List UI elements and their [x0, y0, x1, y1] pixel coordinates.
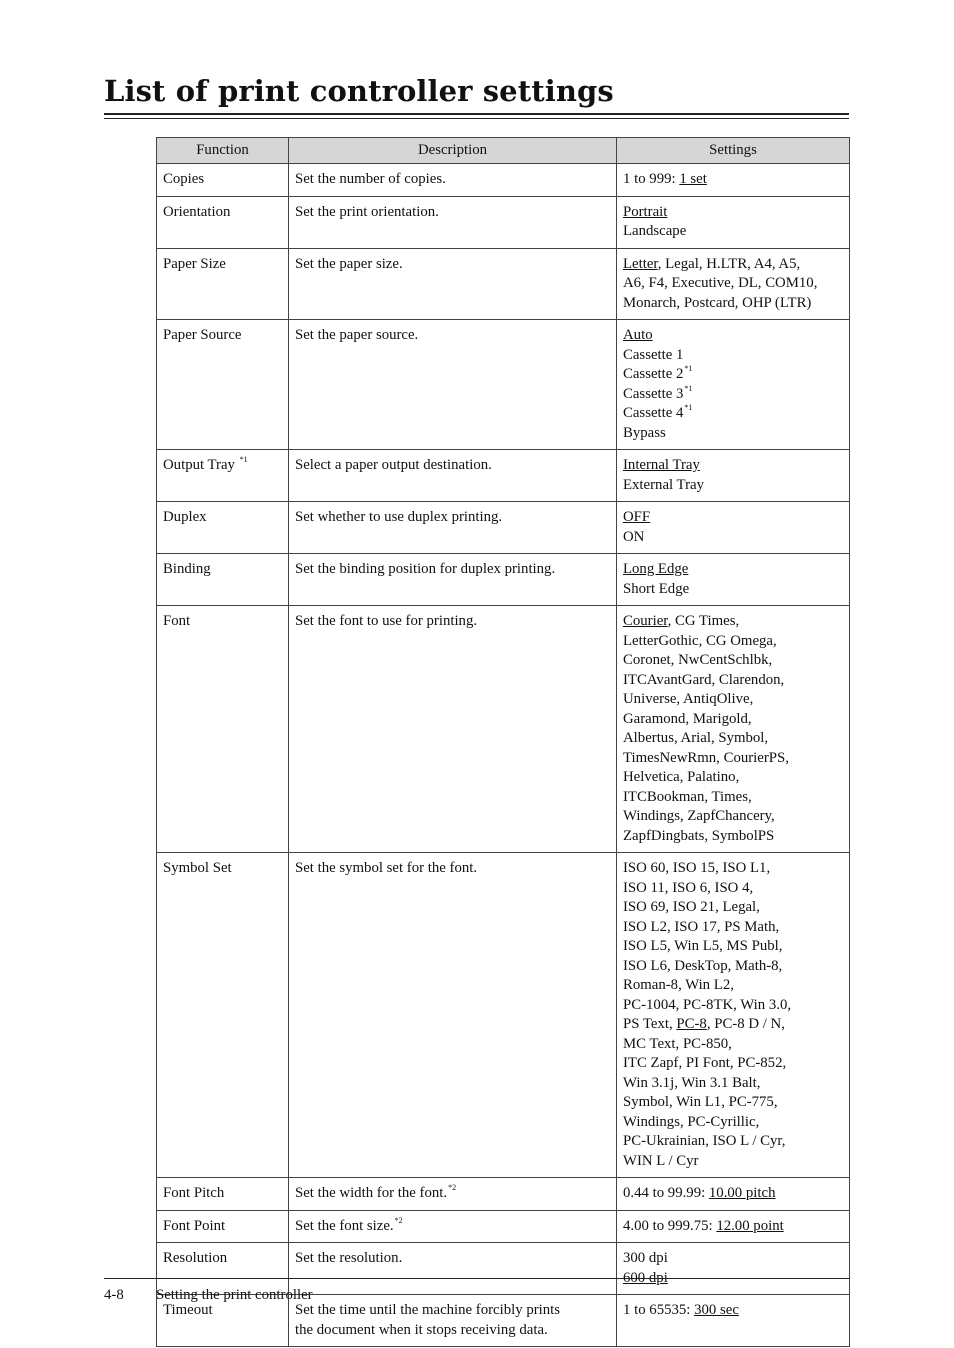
settings-text: ON	[623, 528, 645, 545]
description-cell	[289, 1243, 617, 1295]
function-cell	[157, 164, 289, 197]
description-line: Set the paper size.	[295, 255, 403, 272]
settings-cell	[617, 196, 850, 248]
table-row	[157, 248, 850, 320]
table-row	[157, 196, 850, 248]
description-line: Set whether to use duplex printing.	[295, 509, 503, 525]
settings-line	[623, 508, 844, 528]
function-cell	[157, 450, 289, 502]
function-cell	[157, 554, 289, 606]
settings-line	[623, 827, 844, 847]
function-cell	[157, 248, 289, 320]
settings-line	[623, 1249, 844, 1269]
function-cell	[157, 1178, 289, 1211]
table-body	[157, 164, 850, 1347]
default-value: Internal Tray	[623, 457, 700, 473]
settings-text: Coronet, NwCentSchlbk,	[623, 652, 773, 668]
settings-line	[623, 170, 844, 190]
settings-line	[623, 612, 844, 632]
default-value: 10.00 pitch	[708, 1185, 776, 1201]
description-line: Set the font size.	[295, 1217, 394, 1234]
function-name: Duplex	[163, 509, 207, 525]
settings-text: Landscape	[623, 223, 687, 239]
description-line: Set the paper source.	[295, 327, 419, 343]
table-row	[157, 320, 850, 450]
default-value: 1 set	[679, 171, 707, 187]
settings-text: PC-1004, PC-8TK, Win 3.0,	[623, 996, 792, 1013]
function-cell	[157, 606, 289, 853]
column-header-settings: Settings	[617, 138, 850, 164]
description-text	[295, 1301, 611, 1321]
description-text	[295, 612, 611, 632]
settings-line	[623, 294, 844, 314]
settings-text: Monarch, Postcard, OHP (LTR)	[623, 294, 812, 311]
settings-text: ITCAvantGard, Clarendon,	[623, 671, 785, 688]
settings-cell	[617, 606, 850, 853]
default-value: Portrait	[623, 203, 668, 220]
function-cell	[157, 320, 289, 450]
settings-text: ITC Zapf, PI Font, PC-852,	[623, 1055, 787, 1071]
function-cell	[157, 853, 289, 1178]
settings-text: ISO L6, DeskTop, Math-8,	[623, 957, 783, 974]
default-value: PC-8	[676, 1016, 707, 1032]
description-text	[295, 1217, 611, 1237]
description-text	[295, 203, 611, 223]
settings-text: External Tray	[623, 476, 704, 493]
settings-table	[156, 137, 850, 1347]
function-name: Orientation	[163, 203, 231, 220]
function-name: Paper Source	[163, 327, 242, 343]
settings-line	[623, 788, 844, 808]
settings-text: ISO 69, ISO 21, Legal,	[623, 899, 760, 915]
settings-text: , Legal, H.LTR, A4, A5,	[657, 255, 801, 272]
settings-cell	[617, 554, 850, 606]
settings-line	[623, 203, 844, 223]
settings-line	[623, 918, 844, 938]
column-header-function: Function	[157, 138, 289, 164]
settings-text: Cassette 2	[623, 366, 684, 382]
table-row	[157, 164, 850, 197]
table-row	[157, 606, 850, 853]
settings-line	[623, 690, 844, 710]
settings-cell	[617, 1210, 850, 1243]
settings-text: , PC-8 D / N,	[706, 1016, 785, 1032]
settings-text: ISO L5, Win L5, MS Publ,	[623, 938, 783, 954]
settings-line	[623, 996, 844, 1016]
default-value: Courier	[623, 613, 668, 629]
footnote-marker: *1	[239, 455, 248, 464]
settings-text: Roman-8, Win L2,	[623, 977, 734, 993]
function-name: Symbol Set	[163, 860, 232, 876]
settings-text: Cassette 1	[623, 346, 684, 363]
default-value: Letter	[623, 255, 658, 272]
settings-text: ISO L2, ISO 17, PS Math,	[623, 918, 780, 935]
table-row	[157, 450, 850, 502]
settings-line	[623, 255, 844, 275]
default-value: OFF	[623, 509, 651, 525]
settings-cell	[617, 502, 850, 554]
default-value: 300 sec	[694, 1302, 739, 1318]
description-text	[295, 170, 611, 190]
footer-rule	[104, 1278, 849, 1279]
settings-text: 0.44 to 99.99:	[623, 1185, 709, 1201]
settings-text: A6, F4, Executive, DL, COM10,	[623, 275, 818, 291]
settings-line	[623, 222, 844, 242]
settings-line	[623, 749, 844, 769]
description-cell	[289, 554, 617, 606]
footnote-marker: *2	[394, 1215, 403, 1225]
table-header-row	[157, 138, 850, 164]
settings-text: Win 3.1j, Win 3.1 Balt,	[623, 1074, 761, 1091]
settings-text: 1 to 65535:	[623, 1302, 695, 1318]
settings-cell	[617, 248, 850, 320]
settings-cell	[617, 1295, 850, 1347]
function-name: Timeout	[163, 1302, 213, 1318]
settings-line	[623, 528, 844, 548]
settings-text: Helvetica, Palatino,	[623, 769, 740, 785]
description-text	[295, 255, 611, 275]
description-line: Set the font to use for printing.	[295, 613, 478, 629]
settings-cell	[617, 1178, 850, 1211]
description-cell	[289, 1295, 617, 1347]
settings-cell	[617, 164, 850, 197]
description-text	[295, 1321, 611, 1341]
settings-line	[623, 580, 844, 600]
settings-text: 4.00 to 999.75:	[623, 1217, 717, 1234]
description-text	[295, 859, 611, 879]
settings-line	[623, 879, 844, 899]
settings-line	[623, 710, 844, 730]
description-text	[295, 456, 611, 476]
settings-text: Bypass	[623, 424, 666, 441]
description-cell	[289, 1178, 617, 1211]
settings-line	[623, 476, 844, 496]
footer-page-number: 4-8	[104, 1287, 124, 1303]
settings-line	[623, 1035, 844, 1055]
function-cell	[157, 502, 289, 554]
default-value: Long Edge	[623, 561, 689, 577]
settings-line	[623, 957, 844, 977]
function-name: Font Pitch	[163, 1185, 225, 1201]
description-cell	[289, 1210, 617, 1243]
settings-text: ISO 60, ISO 15, ISO L1,	[623, 860, 771, 876]
default-value: Auto	[623, 327, 653, 343]
settings-line	[623, 1217, 844, 1237]
description-line: Set the time until the machine forcibly prints	[295, 1302, 561, 1318]
settings-line	[623, 768, 844, 788]
settings-line	[623, 651, 844, 671]
settings-line	[623, 404, 844, 424]
settings-line	[623, 1074, 844, 1094]
function-name: Output Tray	[163, 457, 239, 473]
settings-text: Garamond, Marigold,	[623, 710, 752, 727]
description-line: Select a paper output destination.	[295, 457, 492, 473]
function-name: Copies	[163, 171, 205, 187]
description-text	[295, 1249, 611, 1269]
settings-text: TimesNewRmn, CourierPS,	[623, 749, 789, 766]
settings-text: 300 dpi	[623, 1250, 668, 1266]
settings-line	[623, 365, 844, 385]
settings-line	[623, 424, 844, 444]
settings-line	[623, 326, 844, 346]
settings-line	[623, 671, 844, 691]
function-name: Font	[163, 613, 191, 629]
table-row	[157, 853, 850, 1178]
footnote-marker: *2	[448, 1183, 457, 1192]
settings-text: Windings, PC-Cyrillic,	[623, 1113, 760, 1130]
settings-text: Symbol, Win L1, PC-775,	[623, 1094, 778, 1110]
settings-text: ISO 11, ISO 6, ISO 4,	[623, 879, 754, 896]
settings-text: MC Text, PC-850,	[623, 1035, 732, 1052]
settings-line	[623, 1132, 844, 1152]
settings-line	[623, 1301, 844, 1321]
settings-line	[623, 456, 844, 476]
settings-text: ZapfDingbats, SymbolPS	[623, 827, 775, 844]
description-cell	[289, 320, 617, 450]
settings-line	[623, 632, 844, 652]
settings-text: LetterGothic, CG Omega,	[623, 632, 777, 649]
function-cell	[157, 196, 289, 248]
title-rule-thin	[104, 118, 849, 119]
settings-text: Universe, AntiqOlive,	[623, 691, 754, 707]
settings-text: Cassette 3	[623, 385, 684, 402]
default-value: 12.00 point	[716, 1217, 784, 1234]
settings-line	[623, 859, 844, 879]
settings-line	[623, 346, 844, 366]
function-name: Resolution	[163, 1250, 228, 1266]
footnote-marker: *1	[684, 403, 693, 412]
function-name: Paper Size	[163, 255, 226, 272]
settings-line	[623, 1093, 844, 1113]
settings-line	[623, 385, 844, 405]
settings-cell	[617, 1243, 850, 1295]
settings-line	[623, 976, 844, 996]
description-cell	[289, 606, 617, 853]
description-line: Set the resolution.	[295, 1250, 403, 1266]
settings-cell	[617, 320, 850, 450]
description-text	[295, 560, 611, 580]
settings-text: , CG Times,	[667, 613, 740, 629]
description-cell	[289, 853, 617, 1178]
description-line: the document when it stops receiving data.	[295, 1321, 548, 1338]
settings-cell	[617, 853, 850, 1178]
function-name: Font Point	[163, 1217, 226, 1234]
page-title: List of print controller settings	[104, 74, 614, 108]
description-line: Set the width for the font.	[295, 1185, 448, 1201]
description-line: Set the print orientation.	[295, 203, 439, 220]
settings-line	[623, 729, 844, 749]
description-line: Set the number of copies.	[295, 171, 446, 187]
description-text	[295, 326, 611, 346]
settings-line	[623, 1184, 844, 1204]
settings-cell	[617, 450, 850, 502]
settings-line	[623, 898, 844, 918]
settings-line	[623, 807, 844, 827]
settings-text: PC-Ukrainian, ISO L / Cyr,	[623, 1133, 786, 1149]
table-row	[157, 502, 850, 554]
function-name: Binding	[163, 561, 211, 577]
settings-line	[623, 1113, 844, 1133]
column-header-description: Description	[289, 138, 617, 164]
settings-text: Windings, ZapfChancery,	[623, 808, 775, 824]
default-value: 600 dpi	[623, 1269, 668, 1286]
settings-text: PS Text,	[623, 1016, 677, 1032]
description-line: Set the symbol set for the font.	[295, 860, 478, 876]
settings-line	[623, 560, 844, 580]
table-row	[157, 554, 850, 606]
table-row	[157, 1210, 850, 1243]
description-cell	[289, 450, 617, 502]
description-cell	[289, 164, 617, 197]
settings-line	[623, 937, 844, 957]
settings-line	[623, 1015, 844, 1035]
description-cell	[289, 248, 617, 320]
settings-text: WIN L / Cyr	[623, 1152, 699, 1169]
settings-text: Cassette 4	[623, 405, 684, 421]
settings-line	[623, 1054, 844, 1074]
description-line: Set the binding position for duplex printing.	[295, 561, 556, 577]
settings-line	[623, 274, 844, 294]
footer-section-title: Setting the print controller	[156, 1287, 313, 1303]
footnote-marker: *1	[684, 383, 693, 393]
settings-line	[623, 1152, 844, 1172]
settings-text: ITCBookman, Times,	[623, 788, 752, 805]
table-row	[157, 1178, 850, 1211]
settings-text: 1 to 999:	[623, 171, 680, 187]
description-text	[295, 1184, 611, 1204]
settings-text: Albertus, Arial, Symbol,	[623, 730, 769, 746]
settings-text: Short Edge	[623, 580, 690, 597]
function-cell	[157, 1210, 289, 1243]
title-rule	[104, 113, 849, 115]
description-cell	[289, 196, 617, 248]
description-text	[295, 508, 611, 528]
footnote-marker: *1	[684, 364, 693, 373]
description-cell	[289, 502, 617, 554]
